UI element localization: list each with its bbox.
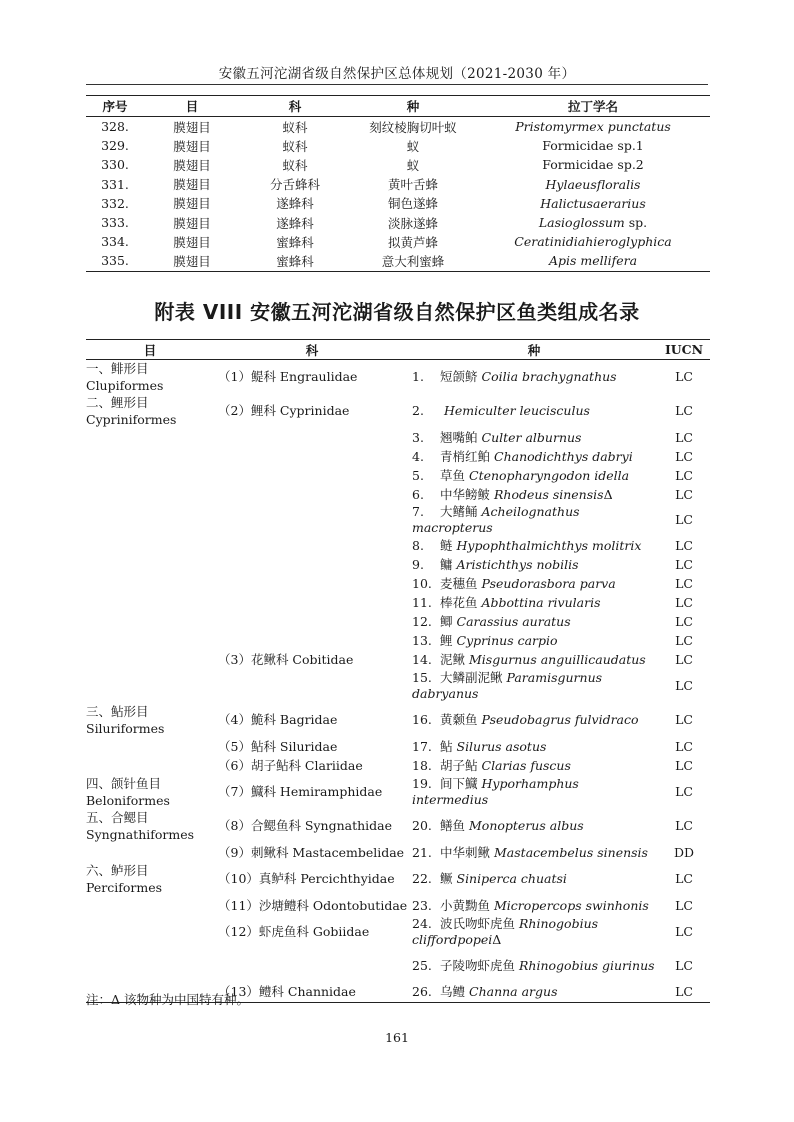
endemic-mark: Δ	[603, 486, 613, 502]
species-latin-name: Channa argus	[469, 984, 558, 1000]
cell-order: 膜翅目	[173, 157, 211, 173]
cell-species	[410, 756, 658, 775]
table-row	[86, 394, 710, 428]
cell-iucn: LC	[675, 467, 693, 483]
species-chinese-name: 鲢	[440, 537, 453, 553]
cell-order	[86, 612, 214, 631]
cell-species: 淡脉遂蜂	[387, 215, 438, 231]
cell-species	[410, 466, 658, 485]
cell-family: （9）刺鳅科 Mastacembelidae	[218, 844, 405, 860]
cell-species	[410, 843, 658, 862]
cell-family: 遂蜂科	[276, 215, 314, 231]
species-chinese-name: 青梢红鲌	[440, 448, 491, 464]
cell-order	[86, 915, 214, 949]
species-chinese-name: 鲇	[440, 738, 453, 754]
cell-iucn: LC	[675, 369, 693, 384]
table-row	[86, 536, 710, 555]
species-latin-name: Carassius auratus	[456, 613, 571, 629]
cell-no: 334.	[101, 234, 129, 250]
table-row	[86, 360, 710, 395]
cell-family: 蚁科	[282, 138, 308, 154]
species-latin-name: Mastacembelus sinensis	[494, 844, 648, 860]
species-number: 26.	[412, 984, 432, 1000]
species-number: 5.	[412, 467, 424, 483]
cell-no: 330.	[101, 157, 129, 173]
cell-species	[410, 650, 658, 669]
cell-no: 335.	[86, 251, 144, 271]
cell-iucn: LC	[675, 448, 693, 464]
cell-family: （2）鲤科 Cyprinidae	[218, 403, 350, 418]
species-chinese-name: 大鳍鲬	[440, 504, 478, 519]
cell-family: （3）花鳅科 Cobitidae	[218, 651, 354, 667]
footnote: 注：Δ 该物种为中国特有种。	[86, 992, 250, 1007]
table1-header-cell: 种	[350, 96, 476, 117]
species-chinese-name: 鳙	[440, 556, 453, 572]
species-number: 9.	[412, 556, 424, 572]
table2-header-cell: IUCN	[658, 340, 710, 360]
species-number: 8.	[412, 537, 424, 553]
cell-iucn: LC	[675, 594, 693, 610]
species-chinese-name: 乌鳢	[440, 984, 466, 1000]
page-number: 161	[385, 1030, 409, 1045]
cell-species	[410, 862, 658, 896]
table-row	[86, 669, 710, 703]
cell-species	[410, 593, 658, 612]
species-latin-name: Culter alburnus	[481, 429, 582, 445]
table1-header-cell: 目	[144, 96, 240, 117]
species-number: 22.	[412, 871, 432, 886]
species-number: 19.	[412, 776, 432, 791]
species-number: 2.	[412, 403, 424, 418]
species-number: 17.	[412, 738, 432, 754]
cell-family: 蜜蜂科	[240, 251, 350, 271]
species-chinese-name: 泥鳅	[440, 651, 466, 667]
cell-family: 分舌蜂科	[269, 177, 320, 193]
table1-header-cell: 拉丁学名	[476, 96, 710, 117]
cell-order	[86, 650, 214, 669]
species-latin-name: Abbottina rivularis	[481, 594, 601, 610]
cell-order	[86, 574, 214, 593]
cell-latin	[476, 117, 710, 137]
cell-iucn: LC	[675, 958, 693, 973]
cell-latin	[476, 213, 710, 232]
cell-iucn: LC	[658, 983, 710, 1002]
cell-order	[86, 555, 214, 574]
table-row	[86, 213, 710, 232]
cell-order	[86, 593, 214, 612]
endemic-mark: Δ	[492, 932, 502, 947]
species-latin-name: Rhinogobius cliffordpopei	[412, 916, 599, 947]
species-latin-name: Ctenopharyngodon idella	[469, 467, 630, 483]
species-latin-name: Chanodichthys dabryi	[494, 448, 633, 464]
cell-iucn: LC	[675, 897, 693, 913]
cell-iucn: LC	[675, 575, 693, 591]
species-latin-name: Paramisgurnus dabryanus	[412, 670, 603, 701]
cell-species	[410, 737, 658, 756]
species-number: 20.	[412, 818, 432, 833]
cell-species: 蚁	[406, 138, 420, 154]
cell-family: （6）胡子鲇科 Clariidae	[218, 757, 363, 773]
table-row	[86, 631, 710, 650]
latin-name: Halictusaerarius	[540, 195, 646, 211]
table2-header-cell: 种	[410, 340, 658, 360]
table-row	[86, 194, 710, 213]
cell-no: 328.	[101, 119, 129, 135]
cell-species	[410, 809, 658, 843]
cell-family: 遂蜂科	[276, 196, 314, 212]
table-row	[86, 428, 710, 447]
species-latin-name: Siniperca chuatsi	[456, 871, 567, 886]
species-number: 15.	[412, 670, 432, 685]
cell-species	[410, 574, 658, 593]
cell-family: 蚁科	[282, 119, 308, 135]
cell-order	[86, 485, 214, 504]
cell-species	[410, 428, 658, 447]
table-row	[86, 949, 710, 983]
cell-order: 二、鲤形目 Cypriniformes	[86, 395, 177, 427]
cell-family	[214, 949, 410, 983]
species-latin-name: Cyprinus carpio	[456, 632, 558, 648]
cell-species	[410, 983, 658, 1002]
species-latin-name: Monopterus albus	[469, 818, 584, 833]
species-chinese-name: 鳝鱼	[440, 818, 466, 833]
cell-order: 膜翅目	[173, 177, 211, 193]
table-row	[86, 555, 710, 574]
appendix-title: 附表 VIII 安徽五河沱湖省级自然保护区鱼类组成名录	[154, 300, 640, 324]
cell-species	[410, 896, 658, 915]
table-row	[86, 155, 710, 174]
species-latin-name: Hypophthalmichthys molitrix	[456, 537, 642, 553]
cell-species	[410, 536, 658, 555]
cell-iucn: LC	[675, 632, 693, 648]
cell-no: 333.	[101, 215, 129, 231]
latin-name: Ceratinidiahieroglyphica	[514, 234, 672, 250]
cell-species: 拟黄芦蜂	[387, 234, 438, 250]
species-chinese-name: 胡子鲇	[440, 757, 478, 773]
cell-iucn: DD	[673, 844, 695, 860]
table-row	[86, 466, 710, 485]
cell-family: （8）合鳃鱼科 Syngnathidae	[218, 818, 393, 833]
cell-family	[214, 504, 410, 536]
species-chinese-name: 鳜	[440, 871, 453, 886]
cell-order: 膜翅目	[173, 138, 211, 154]
cell-order: 膜翅目	[173, 215, 211, 231]
table-row	[86, 862, 710, 896]
cell-iucn: LC	[675, 613, 693, 629]
cell-family	[214, 593, 410, 612]
cell-species: 蚁	[406, 157, 420, 173]
cell-species	[410, 447, 658, 466]
species-latin-name: Hemiculter leucisculus	[443, 403, 590, 418]
cell-latin	[476, 232, 710, 251]
cell-no: 331.	[101, 176, 129, 192]
cell-species: 铜色遂蜂	[387, 196, 438, 212]
latin-suffix: sp.	[624, 215, 648, 231]
species-latin-name: Acheilognathus macropterus	[412, 504, 580, 535]
species-chinese-name: 棒花鱼	[440, 594, 478, 610]
species-number: 13.	[412, 632, 432, 648]
species-number: 4.	[412, 448, 424, 464]
table-row	[86, 612, 710, 631]
cell-iucn: LC	[675, 738, 693, 754]
table-row	[86, 251, 710, 271]
species-latin-name: Coilia brachygnathus	[481, 369, 617, 384]
latin-name: Formicidae sp.1	[542, 138, 644, 154]
cell-family	[214, 447, 410, 466]
cell-family	[214, 466, 410, 485]
species-number: 7.	[412, 504, 424, 519]
species-number: 24.	[412, 916, 432, 931]
species-latin-name: Rhinogobius giurinus	[519, 958, 655, 973]
cell-order: 一、鲱形目 Clupiformes	[86, 361, 164, 393]
cell-order	[86, 504, 214, 536]
table-row	[86, 136, 710, 155]
cell-family: （11）沙塘鳢科 Odontobutidae	[218, 897, 408, 913]
cell-order	[86, 631, 214, 650]
species-number: 16.	[412, 712, 432, 727]
cell-order	[86, 428, 214, 447]
table-row	[86, 650, 710, 669]
table2-header-cell: 目	[86, 340, 214, 360]
cell-species	[410, 612, 658, 631]
cell-order: 四、颌针鱼目 Beloniformes	[86, 776, 170, 808]
cell-order	[86, 756, 214, 775]
latin-name: Pristomyrmex punctatus	[515, 119, 671, 135]
cell-latin	[476, 194, 710, 213]
species-chinese-name: 中华刺鳅	[440, 844, 491, 860]
cell-family	[214, 428, 410, 447]
species-number: 3.	[412, 429, 424, 445]
table2-header-cell: 科	[214, 340, 410, 360]
species-number: 6.	[412, 486, 424, 502]
cell-family: （10）真鲈科 Percichthyidae	[218, 871, 395, 886]
table-row	[86, 593, 710, 612]
cell-species: 刻纹棱胸切叶蚁	[369, 119, 457, 135]
species-number: 12.	[412, 613, 432, 629]
cell-iucn: LC	[675, 871, 693, 886]
cell-order	[86, 949, 214, 983]
species-number: 10.	[412, 575, 432, 591]
cell-latin	[476, 251, 710, 271]
cell-iucn: LC	[675, 429, 693, 445]
cell-iucn: LC	[675, 818, 693, 833]
species-chinese-name: 大鳞副泥鳅	[440, 670, 503, 685]
table-row	[86, 504, 710, 536]
cell-order: 膜翅目	[173, 196, 211, 212]
species-chinese-name: 鲫	[440, 613, 453, 629]
species-latin-name: Aristichthys nobilis	[456, 556, 579, 572]
cell-iucn: LC	[675, 757, 693, 773]
cell-order	[86, 447, 214, 466]
fish-list-table	[86, 339, 710, 1003]
table-row	[86, 485, 710, 504]
cell-species	[410, 915, 658, 949]
species-number: 23.	[412, 897, 432, 913]
cell-family: 蜜蜂科	[276, 234, 314, 250]
cell-latin	[476, 175, 710, 194]
cell-latin	[476, 155, 710, 174]
species-latin-name: Pseudobagrus fulvidraco	[481, 712, 639, 727]
cell-family: （5）鲇科 Siluridae	[218, 738, 338, 754]
cell-iucn: LC	[675, 556, 693, 572]
cell-family: （7）鱵科 Hemiramphidae	[218, 784, 383, 799]
cell-species	[410, 631, 658, 650]
cell-iucn: LC	[675, 924, 693, 939]
cell-iucn: LC	[675, 678, 693, 693]
cell-order	[86, 669, 214, 703]
cell-order	[86, 896, 214, 915]
cell-species: 黄叶舌蜂	[387, 177, 438, 193]
table-row	[86, 809, 710, 843]
species-chinese-name: 翘嘴鲌	[440, 429, 478, 445]
cell-species	[410, 504, 658, 536]
cell-order: 膜翅目	[144, 251, 240, 271]
cell-family: （13）鳢科 Channidae	[214, 983, 410, 1002]
table1-header-cell: 序号	[86, 96, 144, 117]
species-chinese-name: 波氏吻虾虎鱼	[440, 916, 516, 931]
species-number: 21.	[412, 844, 432, 860]
cell-species	[410, 394, 658, 428]
species-chinese-name: 黄颡鱼	[440, 712, 478, 727]
species-latin-name: Misgurnus anguillicaudatus	[469, 651, 646, 667]
species-chinese-name: 草鱼	[440, 467, 466, 483]
cell-species	[410, 555, 658, 574]
table-row	[86, 896, 710, 915]
table-row	[86, 447, 710, 466]
cell-species	[410, 485, 658, 504]
table-row	[86, 756, 710, 775]
cell-species	[410, 703, 658, 737]
cell-family	[214, 485, 410, 504]
cell-family	[214, 536, 410, 555]
table-row	[86, 843, 710, 862]
insect-list-table	[86, 95, 710, 272]
cell-family	[214, 555, 410, 574]
species-latin-name: Hyporhamphus intermedius	[412, 776, 579, 807]
cell-family: 蚁科	[282, 157, 308, 173]
cell-family	[214, 669, 410, 703]
species-number: 18.	[412, 757, 432, 773]
cell-species	[410, 360, 658, 395]
species-number: 25.	[412, 958, 432, 973]
table-row	[86, 737, 710, 756]
species-number: 11.	[412, 594, 432, 610]
table-row	[86, 117, 710, 137]
cell-iucn: LC	[675, 651, 693, 667]
cell-order	[86, 536, 214, 555]
cell-family	[214, 574, 410, 593]
cell-order: 膜翅目	[173, 119, 211, 135]
cell-iucn: LC	[675, 403, 693, 418]
cell-species	[410, 949, 658, 983]
table-row	[86, 574, 710, 593]
species-chinese-name: 小黄黝鱼	[440, 897, 491, 913]
species-chinese-name: 中华鳑鲏	[440, 486, 491, 502]
species-chinese-name: 间下鱵	[440, 776, 478, 791]
cell-species: 意大利蜜蜂	[350, 251, 476, 271]
cell-order	[86, 466, 214, 485]
species-latin-name: Clarias fuscus	[481, 757, 571, 773]
table1-header-cell: 科	[240, 96, 350, 117]
table-row	[86, 775, 710, 809]
cell-latin	[476, 136, 710, 155]
cell-iucn: LC	[675, 512, 693, 527]
species-chinese-name: 短颌鲚	[440, 369, 478, 384]
cell-order: 三、鲇形目 Siluriformes	[86, 704, 165, 736]
table-row	[86, 915, 710, 949]
cell-family	[214, 612, 410, 631]
species-latin-name: Rhodeus sinensis	[494, 486, 604, 502]
cell-no: 329.	[101, 138, 129, 154]
species-chinese-name: 鲤	[440, 632, 453, 648]
cell-family: （1）鳀科 Engraulidae	[218, 369, 358, 384]
latin-name: Apis mellifera	[548, 253, 638, 269]
header-rule	[86, 84, 708, 85]
cell-order	[86, 843, 214, 862]
cell-family	[214, 631, 410, 650]
cell-order	[86, 737, 214, 756]
species-latin-name: Micropercops swinhonis	[494, 897, 649, 913]
species-latin-name: Silurus asotus	[456, 738, 547, 754]
cell-iucn: LC	[675, 784, 693, 799]
cell-family: （12）虾虎鱼科 Gobiidae	[218, 924, 370, 939]
cell-iucn: LC	[675, 537, 693, 553]
cell-iucn: LC	[675, 486, 693, 502]
species-chinese-name: 子陵吻虾虎鱼	[440, 958, 516, 973]
running-header: 安徽五河沱湖省级自然保护区总体规划（2021-2030 年）	[218, 66, 576, 82]
cell-order: 五、合鳃目 Syngnathiformes	[86, 810, 195, 842]
cell-family: （4）鮠科 Bagridae	[218, 712, 338, 727]
cell-species	[410, 669, 658, 703]
species-chinese-name: 麦穗鱼	[440, 575, 478, 591]
table-row	[86, 703, 710, 737]
cell-order: 膜翅目	[173, 234, 211, 250]
species-number: 14.	[412, 651, 432, 667]
cell-species	[410, 775, 658, 809]
species-latin-name: Pseudorasbora parva	[481, 575, 616, 591]
latin-name: Lasioglossum	[538, 215, 625, 231]
cell-iucn: LC	[675, 712, 693, 727]
latin-name: Formicidae sp.2	[542, 157, 644, 173]
species-number: 1.	[412, 369, 424, 384]
cell-order: 六、鲈形目 Perciformes	[86, 863, 163, 895]
table-row	[86, 175, 710, 194]
table-row	[86, 232, 710, 251]
latin-name: Hylaeusfloralis	[545, 176, 641, 192]
cell-no: 332.	[101, 195, 129, 211]
